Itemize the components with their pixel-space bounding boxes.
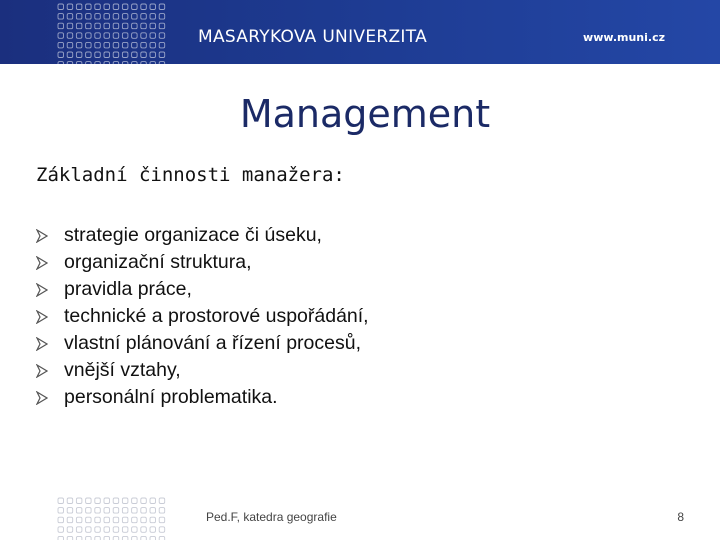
arrow-bullet-icon — [36, 283, 64, 297]
bullet-text: vlastní plánování a řízení procesů, — [64, 332, 362, 354]
dot-grid-decoration-icon — [56, 496, 166, 540]
bullet-text: technické a prostorové uspořádání, — [64, 305, 369, 327]
bullet-item — [36, 384, 369, 411]
header-bar — [0, 0, 720, 64]
bullet-item — [36, 249, 369, 276]
arrow-bullet-icon — [36, 364, 64, 378]
university-name: MASARYKOVA UNIVERZITA — [198, 27, 428, 47]
bullet-text: personální problematika. — [64, 386, 278, 408]
page-number: 8 — [677, 510, 684, 524]
website-url: www.muni.cz — [583, 31, 665, 44]
arrow-bullet-icon — [36, 310, 64, 324]
bullet-text: organizační struktura, — [64, 251, 252, 273]
bullet-text: vnější vztahy, — [64, 359, 181, 381]
bullet-item — [36, 330, 369, 357]
bullet-text: pravidla práce, — [64, 278, 192, 300]
bullet-item — [36, 222, 369, 249]
slide-subtitle: Základní činnosti manažera: — [36, 164, 345, 186]
arrow-bullet-icon — [36, 229, 64, 243]
arrow-bullet-icon — [36, 337, 64, 351]
arrow-bullet-icon — [36, 256, 64, 270]
bullet-list — [36, 222, 369, 411]
arrow-bullet-icon — [36, 391, 64, 405]
dot-grid-logo-icon — [56, 2, 166, 80]
bullet-text: strategie organizace či úseku, — [64, 224, 322, 246]
bullet-item — [36, 276, 369, 303]
bullet-item — [36, 357, 369, 384]
footer-text: Ped.F, katedra geografie — [206, 510, 337, 524]
bullet-item — [36, 303, 369, 330]
slide-title: Management — [239, 92, 491, 136]
